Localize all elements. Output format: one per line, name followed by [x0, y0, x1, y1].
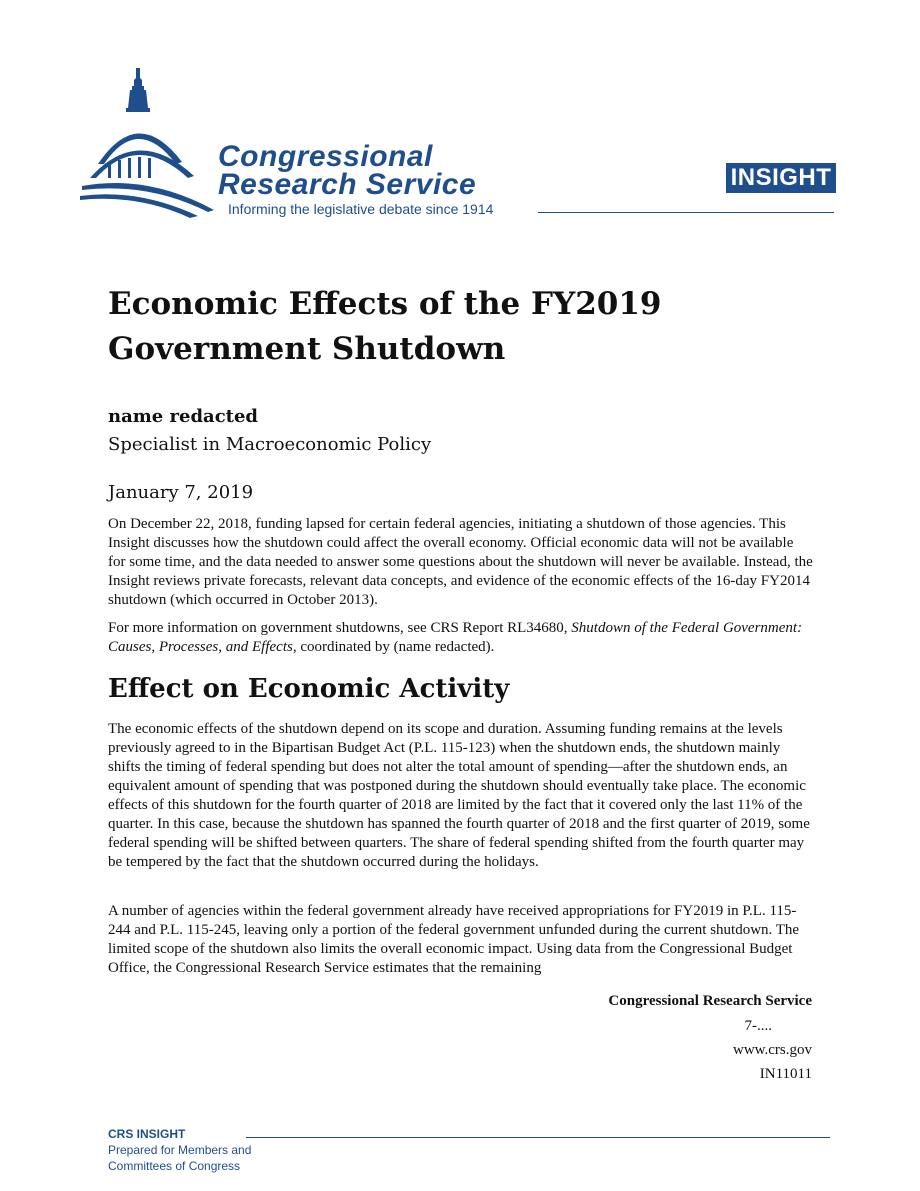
crs-insight-label: CRS INSIGHT — [108, 1127, 186, 1141]
header-divider — [538, 212, 834, 213]
section-paragraph: A number of agencies within the federal government already have received appropriations for FY2019 in P.L. 115-244 and P.L. 115-245, leaving only a portion of the federal government unfunded during the current shutdown. The limited scope of the shutdown also limits the overall economic impact. Using data from the Congressional Budget Office, the Congressional Research Service estimates that the remaining — [108, 903, 800, 976]
crs-capitol-dome-logo — [78, 64, 218, 224]
section-heading: Effect on Economic Activity — [108, 674, 510, 704]
publication-date: January 7, 2019 — [108, 482, 254, 503]
prepared-line1: Prepared for Members and — [108, 1143, 252, 1157]
document-title: Economic Effects of the FY2019 Government Shutdown — [108, 286, 662, 367]
author-name: name redacted — [108, 406, 259, 427]
reference-prefix: For more information on government shutdowns, see CRS Report RL34680, — [108, 620, 572, 636]
org-name-line2: Research Service — [218, 168, 477, 201]
org-name-line1: Congressional — [218, 140, 433, 173]
footer-phone: 7-.... — [744, 1018, 772, 1034]
prepared-for — [108, 1142, 251, 1174]
report-title-link[interactable]: Shutdown of the Federal Government: Causes, Processes, and Effects — [108, 620, 803, 655]
reference-paragraph — [108, 619, 814, 657]
author-title: Specialist in Macroeconomic Policy — [108, 434, 432, 455]
footer-org: Congressional Research Service — [608, 993, 812, 1009]
section-paragraph: The economic effects of the shutdown depend on its scope and duration. Assuming funding remains at the levels previously agreed to in the Bipartisan Budget Act (P.L. 115-123) when the shutdown ends, the shutdown mainly shifts the timing of federal spending but does not alter the total amount of spending—after the shutdown ends, an equivalent amount of spending that was postponed during the shutdown should eventually take place. The economic effects of this shutdown for the fourth quarter of 2018 are limited by the fact that it covered only the last 11% of the quarter. In this case, because the shutdown has spanned the fourth quarter of 2018 and the first quarter of 2019, some federal spending will be shifted between quarters. The share of federal spending shifted from the fourth quarter may be tempered by the fact that the shutdown occurred during the holidays. — [108, 721, 810, 870]
footer-report-number: IN11011 — [759, 1066, 812, 1082]
prepared-line2: Committees of Congress — [108, 1159, 241, 1173]
insight-badge: INSIGHT — [726, 163, 836, 193]
org-name — [218, 140, 477, 201]
intro-paragraph: On December 22, 2018, funding lapsed for certain federal agencies, initiating a shutdown of those agencies. This Insight discusses how the shutdown could affect the overall economy. Official economic data will not be available for some time, and the data needed to answer some questions about the shutdown will never be available. Instead, the Insight reviews private forecasts, relevant data concepts, and evidence of the economic effects of the 16-day FY2014 shutdown (which occurred in October 2013). — [108, 516, 813, 608]
footer-website-link[interactable]: www.crs.gov — [732, 1042, 812, 1058]
footer-divider — [246, 1137, 830, 1138]
tagline: Informing the legislative debate since 1914 — [228, 201, 494, 217]
reference-suffix: , coordinated by (name redacted). — [292, 639, 495, 655]
